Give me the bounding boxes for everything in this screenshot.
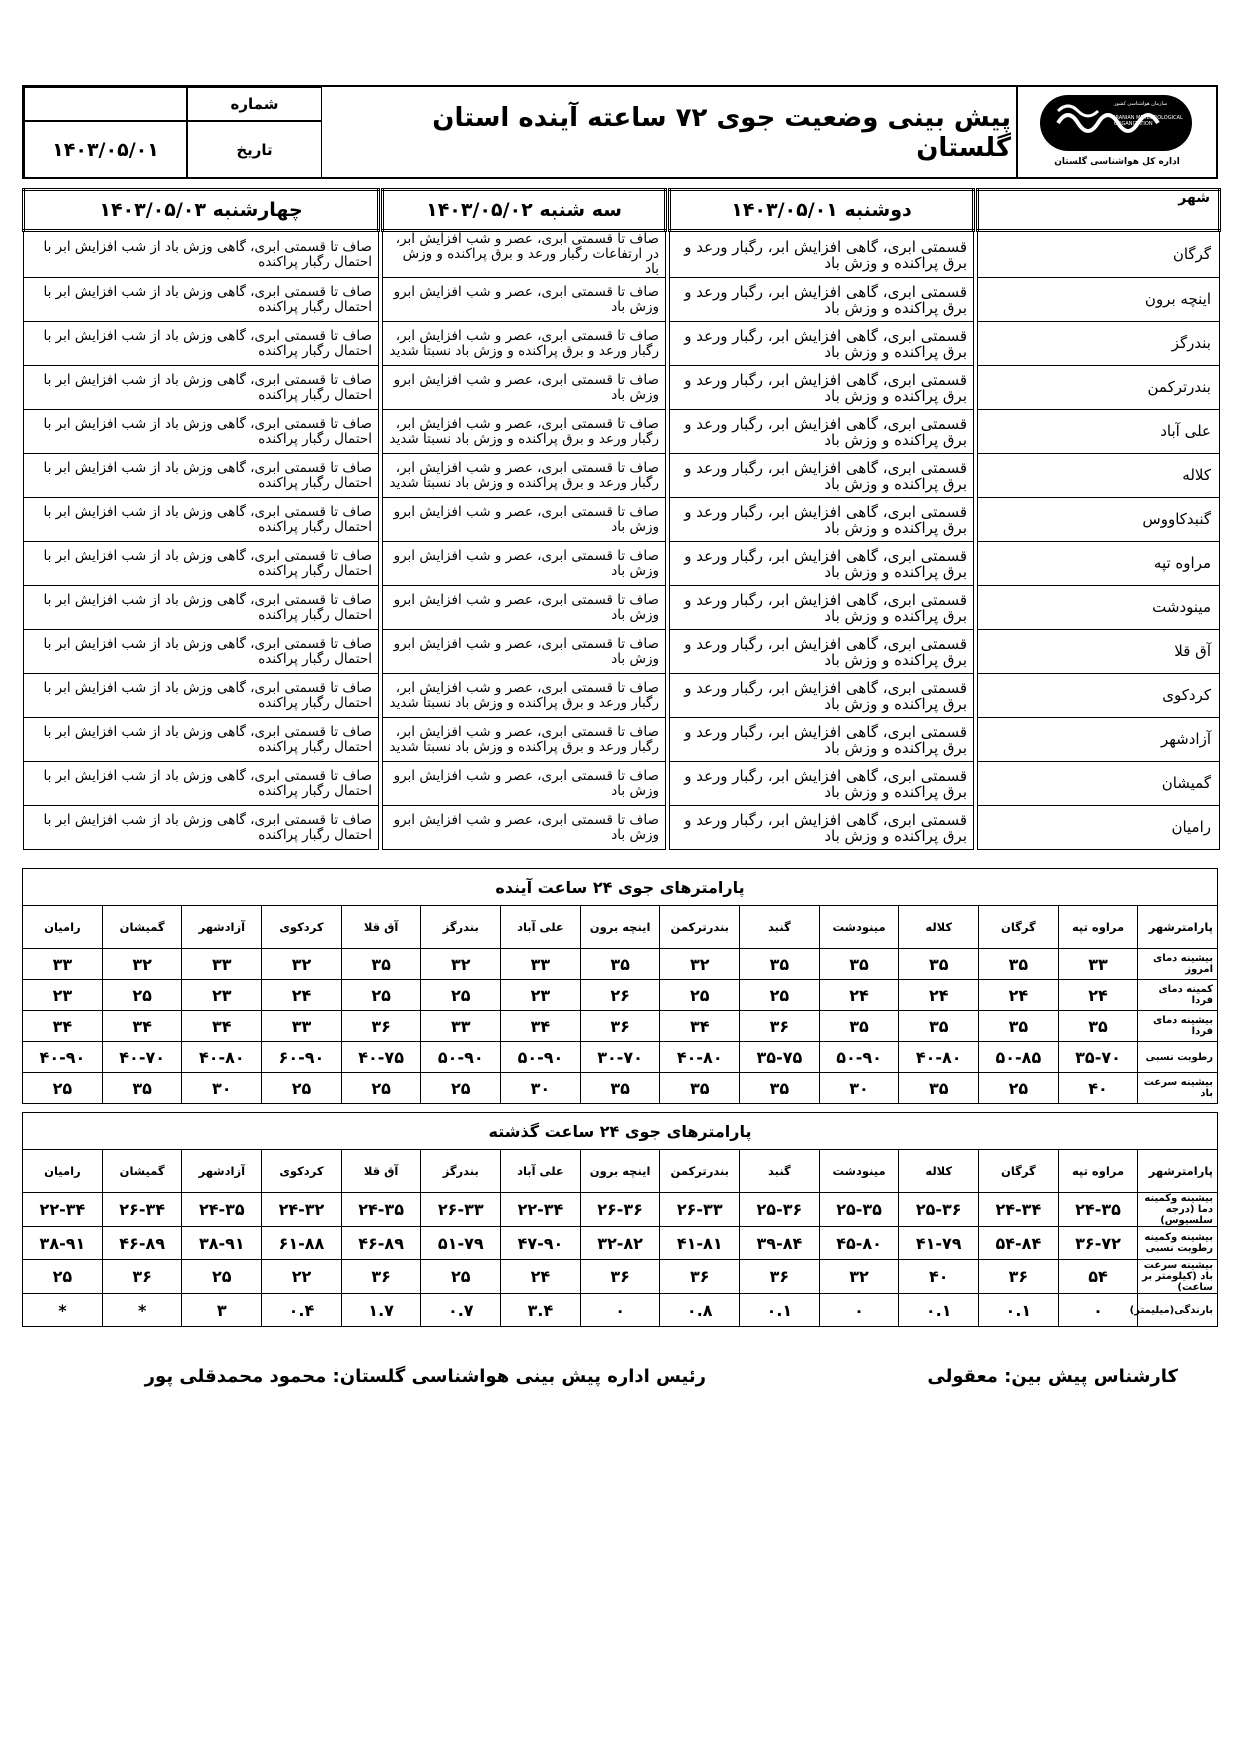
param-value: ۴۶-۸۹ xyxy=(102,1227,182,1260)
department-head-name: رئیس اداره پیش بینی هواشناسی گلستان: محمود محمدقلی پور xyxy=(144,1366,706,1387)
param-value: ۰ xyxy=(580,1294,660,1327)
param-value: ۳۵ xyxy=(979,1011,1059,1042)
forecast-row xyxy=(24,542,1220,586)
param-value: ۳۳ xyxy=(1058,949,1138,980)
forecast-day2-text: صاف تا قسمتی ابری، عصر و شب افزایش ابر، در ارتفاعات رگبار ورعد و برق پراکنده و وزش باد xyxy=(383,231,666,278)
param-value: ۲۶ xyxy=(580,980,660,1011)
city-column-header: گرگان xyxy=(979,906,1059,949)
param-value: ۲۴ xyxy=(819,980,899,1011)
forecast-day3-text: صاف تا قسمتی ابری، گاهی وزش باد از شب افزایش ابر با احتمال رگبار پراکنده xyxy=(24,630,379,674)
forecast-row xyxy=(24,674,1220,718)
param-value: ۳۳ xyxy=(182,949,262,980)
forecast-day3-text: صاف تا قسمتی ابری، گاهی وزش باد از شب افزایش ابر با احتمال رگبار پراکنده xyxy=(24,231,379,278)
city-column-header: گمیشان xyxy=(102,906,182,949)
param-value: ۰.۸ xyxy=(660,1294,740,1327)
forecast-row xyxy=(24,366,1220,410)
param-value: ۳۵ xyxy=(740,949,820,980)
param-value: ۲۵ xyxy=(979,1073,1059,1104)
param-value: * xyxy=(23,1294,103,1327)
city-column-header: بندرترکمن xyxy=(660,906,740,949)
param-value: ۴۷-۹۰ xyxy=(501,1227,581,1260)
logo-text-en: IRANIAN METEOROLOGICAL ORGANIZATION xyxy=(1114,115,1183,127)
param-value: ۳۵ xyxy=(1058,1011,1138,1042)
param-value: ۳۶ xyxy=(979,1260,1059,1294)
param-value: ۲۴ xyxy=(899,980,979,1011)
forecast-day3-text: صاف تا قسمتی ابری، گاهی وزش باد از شب افزایش ابر با احتمال رگبار پراکنده xyxy=(24,762,379,806)
param-label: بیشینه دمای امروز xyxy=(1138,949,1218,980)
param-value: ۳۰ xyxy=(819,1073,899,1104)
city-column-header: مراوه تپه xyxy=(1058,906,1138,949)
city-name: بندرگز xyxy=(978,322,1220,366)
forecast-row xyxy=(24,630,1220,674)
param-row xyxy=(23,1193,1218,1227)
param-value: ۲۵ xyxy=(262,1073,342,1104)
city-column-header: بندرگز xyxy=(421,1150,501,1193)
param-value: ۳۲ xyxy=(819,1260,899,1294)
param-value: ۲۵-۳۵ xyxy=(819,1193,899,1227)
param-value: ۰ xyxy=(1058,1294,1138,1327)
city-name: کردکوی xyxy=(978,674,1220,718)
param-label: بیشینه دمای فردا xyxy=(1138,1011,1218,1042)
city-name: علی آباد xyxy=(978,410,1220,454)
param-value: ۳۵ xyxy=(819,949,899,980)
param-value: ۲۵ xyxy=(421,1073,501,1104)
param-value: ۲۵-۳۶ xyxy=(740,1193,820,1227)
param-value: ۴۰-۸۰ xyxy=(182,1042,262,1073)
param-value: ۳۶-۷۲ xyxy=(1058,1227,1138,1260)
forecast-row xyxy=(24,718,1220,762)
param-value: ۲۲-۳۴ xyxy=(501,1193,581,1227)
param-value: ۲۳ xyxy=(501,980,581,1011)
param-value: ۳۶ xyxy=(740,1011,820,1042)
param-value: ۳۲ xyxy=(262,949,342,980)
param-value: ۲۴-۳۴ xyxy=(979,1193,1059,1227)
city-column-header: علی آباد xyxy=(501,1150,581,1193)
forecast-row xyxy=(24,410,1220,454)
forecast-day2-text: صاف تا قسمتی ابری، عصر و شب افزایش ابرو وزش باد xyxy=(383,366,666,410)
forecast-day2-text: صاف تا قسمتی ابری، عصر و شب افزایش ابر، رگبار ورعد و برق پراکنده و وزش باد نسبتا شدید xyxy=(383,674,666,718)
forecast-row xyxy=(24,806,1220,850)
forecast-row xyxy=(24,586,1220,630)
param-value: ۰.۴ xyxy=(262,1294,342,1327)
forecast-day3-text: صاف تا قسمتی ابری، گاهی وزش باد از شب افزایش ابر با احتمال رگبار پراکنده xyxy=(24,806,379,850)
param-value: ۲۵ xyxy=(182,1260,262,1294)
param-value: ۲۵ xyxy=(23,1260,103,1294)
forecast-day2-text: صاف تا قسمتی ابری، عصر و شب افزایش ابرو وزش باد xyxy=(383,586,666,630)
city-column-header: اینچه برون xyxy=(580,906,660,949)
city-column-header: آق قلا xyxy=(341,1150,421,1193)
param-value: ۰.۷ xyxy=(421,1294,501,1327)
logo-text-fa: سازمان هواشناسی کشور xyxy=(1114,101,1168,107)
city-column-header: آزادشهر xyxy=(182,1150,262,1193)
forecast-row xyxy=(24,762,1220,806)
forecast-day3-text: صاف تا قسمتی ابری، گاهی وزش باد از شب افزایش ابر با احتمال رگبار پراکنده xyxy=(24,278,379,322)
param-value: ۲۴ xyxy=(1058,980,1138,1011)
param-value: ۲۴-۳۵ xyxy=(341,1193,421,1227)
param-row xyxy=(23,1227,1218,1260)
param-value: ۳۴ xyxy=(102,1011,182,1042)
param-value: ۵۴ xyxy=(1058,1260,1138,1294)
param-value: ۳۸-۹۱ xyxy=(182,1227,262,1260)
param-value: ۳۶ xyxy=(580,1011,660,1042)
param-value: ۳۴ xyxy=(501,1011,581,1042)
param-value: ۳۵ xyxy=(899,1011,979,1042)
city-name: آق قلا xyxy=(978,630,1220,674)
forecast-day1-text: قسمتی ابری، گاهی افزایش ابر، رگبار ورعد و برق پراکنده و وزش باد xyxy=(670,674,974,718)
param-value: ۴۱-۷۹ xyxy=(899,1227,979,1260)
param-value: ۰ xyxy=(819,1294,899,1327)
forecast-row xyxy=(24,322,1220,366)
city-column-header: مینودشت xyxy=(819,1150,899,1193)
param-value: ۳۵ xyxy=(341,949,421,980)
city-column-header: بندرترکمن xyxy=(660,1150,740,1193)
param-value: ۳۵ xyxy=(740,1073,820,1104)
forecast-day2-text: صاف تا قسمتی ابری، عصر و شب افزایش ابر، رگبار ورعد و برق پراکنده و وزش باد نسبتا شدید xyxy=(383,454,666,498)
param-row xyxy=(23,980,1218,1011)
forecast-day1-text: قسمتی ابری، گاهی افزایش ابر، رگبار ورعد و برق پراکنده و وزش باد xyxy=(670,762,974,806)
next24-title: پارامترهای جوی ۲۴ ساعت آینده xyxy=(23,869,1218,906)
city-column-header: آق قلا xyxy=(341,906,421,949)
city-column-header: گمیشان xyxy=(102,1150,182,1193)
param-value: ۲۳ xyxy=(182,980,262,1011)
param-value: ۳۲-۸۲ xyxy=(580,1227,660,1260)
forecast-day3-text: صاف تا قسمتی ابری، گاهی وزش باد از شب افزایش ابر با احتمال رگبار پراکنده xyxy=(24,498,379,542)
param-label: بیشینه سرعت باد xyxy=(1138,1073,1218,1104)
param-value: ۰.۱ xyxy=(979,1294,1059,1327)
date-value: ۱۴۰۳/۰۵/۰۱ xyxy=(24,121,187,179)
param-row xyxy=(23,1294,1218,1327)
corner-header: پارامترشهر xyxy=(1138,1150,1218,1193)
city-name: بندرترکمن xyxy=(978,366,1220,410)
past24-rows xyxy=(23,1193,1218,1327)
param-value: ۴۰ xyxy=(899,1260,979,1294)
forecast-day2-text: صاف تا قسمتی ابری، عصر و شب افزایش ابرو وزش باد xyxy=(383,806,666,850)
param-row xyxy=(23,1042,1218,1073)
forecast-day1-text: قسمتی ابری، گاهی افزایش ابر، رگبار ورعد و برق پراکنده و وزش باد xyxy=(670,278,974,322)
forecast-table xyxy=(22,188,1221,850)
param-value: ۳۵-۷۵ xyxy=(740,1042,820,1073)
forecast-day1-text: قسمتی ابری، گاهی افزایش ابر، رگبار ورعد و برق پراکنده و وزش باد xyxy=(670,542,974,586)
param-label: رطوبت نسبی xyxy=(1138,1042,1218,1073)
param-value: ۳۵ xyxy=(102,1073,182,1104)
param-value: ۳۳ xyxy=(421,1011,501,1042)
city-header: شهر xyxy=(978,190,1220,231)
param-value: ۲۶-۳۳ xyxy=(660,1193,740,1227)
forecast-day1-text: قسمتی ابری، گاهی افزایش ابر، رگبار ورعد و برق پراکنده و وزش باد xyxy=(670,498,974,542)
forecast-day1-text: قسمتی ابری، گاهی افزایش ابر، رگبار ورعد و برق پراکنده و وزش باد xyxy=(670,718,974,762)
param-label: بارندگی(میلیمتر) xyxy=(1138,1294,1218,1327)
forecaster-name: کارشناس پیش بین: معقولی xyxy=(927,1366,1178,1387)
forecast-row xyxy=(24,498,1220,542)
forecast-day3-text: صاف تا قسمتی ابری، گاهی وزش باد از شب افزایش ابر با احتمال رگبار پراکنده xyxy=(24,586,379,630)
param-value: ۳۳ xyxy=(501,949,581,980)
forecast-day1-text: قسمتی ابری، گاهی افزایش ابر، رگبار ورعد و برق پراکنده و وزش باد xyxy=(670,231,974,278)
signature-footer xyxy=(22,1366,1218,1396)
day-header-3: چهارشنبه ۱۴۰۳/۰۵/۰۳ xyxy=(24,190,379,231)
forecast-day1-text: قسمتی ابری، گاهی افزایش ابر، رگبار ورعد و برق پراکنده و وزش باد xyxy=(670,806,974,850)
city-name: گرگان xyxy=(978,231,1220,278)
param-value: ۶۰-۹۰ xyxy=(262,1042,342,1073)
param-value: ۲۴ xyxy=(979,980,1059,1011)
param-label: بیشینه وکمینه دما (درجه سلسیوس) xyxy=(1138,1193,1218,1227)
next24-column-headers xyxy=(23,906,1218,949)
forecast-day1-text: قسمتی ابری، گاهی افزایش ابر، رگبار ورعد و برق پراکنده و وزش باد xyxy=(670,454,974,498)
number-value-cell xyxy=(24,87,187,121)
param-value: ۰.۱ xyxy=(899,1294,979,1327)
forecast-day3-text: صاف تا قسمتی ابری، گاهی وزش باد از شب افزایش ابر با احتمال رگبار پراکنده xyxy=(24,718,379,762)
param-value: ۲۲ xyxy=(262,1260,342,1294)
param-value: ۴۰-۹۰ xyxy=(23,1042,103,1073)
param-value: ۳۵ xyxy=(899,949,979,980)
forecast-day3-text: صاف تا قسمتی ابری، گاهی وزش باد از شب افزایش ابر با احتمال رگبار پراکنده xyxy=(24,410,379,454)
param-value: ۴۰-۸۰ xyxy=(899,1042,979,1073)
date-label: تاریخ xyxy=(187,121,322,179)
page-title: پیش بینی وضعیت جوی ۷۲ ساعته آینده استان گلستان xyxy=(432,103,1011,163)
next24-rows xyxy=(23,949,1218,1104)
city-column-header: گرگان xyxy=(979,1150,1059,1193)
city-name: مینودشت xyxy=(978,586,1220,630)
day-header-1: دوشنبه ۱۴۰۳/۰۵/۰۱ xyxy=(670,190,974,231)
param-label: بیشینه سرعت باد (کیلومتر بر ساعت) xyxy=(1138,1260,1218,1294)
param-value: ۳۵ xyxy=(580,949,660,980)
forecast-day2-text: صاف تا قسمتی ابری، عصر و شب افزایش ابرو وزش باد xyxy=(383,630,666,674)
param-value: ۶۱-۸۸ xyxy=(262,1227,342,1260)
param-value: ۲۶-۳۶ xyxy=(580,1193,660,1227)
param-value: ۴۰-۸۰ xyxy=(660,1042,740,1073)
param-value: ۳۳ xyxy=(262,1011,342,1042)
city-column-header: کردکوی xyxy=(262,906,342,949)
param-value: ۳۶ xyxy=(580,1260,660,1294)
param-value: ۳۶ xyxy=(341,1260,421,1294)
param-value: ۴۵-۸۰ xyxy=(819,1227,899,1260)
past24-table xyxy=(22,1112,1218,1327)
param-value: ۳۶ xyxy=(660,1260,740,1294)
forecast-day2-text: صاف تا قسمتی ابری، عصر و شب افزایش ابرو وزش باد xyxy=(383,278,666,322)
param-value: ۲۵ xyxy=(740,980,820,1011)
corner-header: پارامترشهر xyxy=(1138,906,1218,949)
param-value: ۳.۴ xyxy=(501,1294,581,1327)
forecast-day2-text: صاف تا قسمتی ابری، عصر و شب افزایش ابرو وزش باد xyxy=(383,542,666,586)
forecast-day3-text: صاف تا قسمتی ابری، گاهی وزش باد از شب افزایش ابر با احتمال رگبار پراکنده xyxy=(24,674,379,718)
city-column-header: گنبد xyxy=(740,1150,820,1193)
param-value: ۲۵ xyxy=(660,980,740,1011)
city-column-header: کردکوی xyxy=(262,1150,342,1193)
forecast-rows xyxy=(24,231,1220,850)
city-column-header: علی آباد xyxy=(501,906,581,949)
organization-logo xyxy=(1016,87,1216,179)
param-value: ۳۵ xyxy=(660,1073,740,1104)
param-label: بیشینه وکمینه رطوبت نسبی xyxy=(1138,1227,1218,1260)
param-value: ۲۴ xyxy=(501,1260,581,1294)
param-value: ۳۸-۹۱ xyxy=(23,1227,103,1260)
forecast-day1-text: قسمتی ابری، گاهی افزایش ابر، رگبار ورعد و برق پراکنده و وزش باد xyxy=(670,410,974,454)
param-value: ۲۶-۳۳ xyxy=(421,1193,501,1227)
param-value: ۴۰ xyxy=(1058,1073,1138,1104)
city-column-header: مراوه تپه xyxy=(1058,1150,1138,1193)
logo-caption: اداره کل هواشناسی گلستان xyxy=(1054,157,1180,167)
number-label: شماره xyxy=(187,87,322,121)
param-value: ۲۳ xyxy=(23,980,103,1011)
city-column-header: اینچه برون xyxy=(580,1150,660,1193)
param-value: ۲۲-۳۴ xyxy=(23,1193,103,1227)
past24-title: پارامترهای جوی ۲۴ ساعت گذشته xyxy=(23,1113,1218,1150)
city-column-header: مینودشت xyxy=(819,906,899,949)
forecast-day3-text: صاف تا قسمتی ابری، گاهی وزش باد از شب افزایش ابر با احتمال رگبار پراکنده xyxy=(24,366,379,410)
param-row xyxy=(23,1011,1218,1042)
param-value: ۳۶ xyxy=(740,1260,820,1294)
param-value: ۲۵ xyxy=(102,980,182,1011)
param-value: * xyxy=(102,1294,182,1327)
param-value: ۲۵ xyxy=(421,1260,501,1294)
param-value: ۳۲ xyxy=(421,949,501,980)
param-value: ۴۰-۷۰ xyxy=(102,1042,182,1073)
city-name: گمیشان xyxy=(978,762,1220,806)
forecast-day2-text: صاف تا قسمتی ابری، عصر و شب افزایش ابر، رگبار ورعد و برق پراکنده و وزش باد نسبتا شدید xyxy=(383,718,666,762)
param-value: ۰.۱ xyxy=(740,1294,820,1327)
param-value: ۳۰-۷۰ xyxy=(580,1042,660,1073)
city-name: آزادشهر xyxy=(978,718,1220,762)
param-value: ۲۴-۳۵ xyxy=(1058,1193,1138,1227)
param-value: ۵۱-۷۹ xyxy=(421,1227,501,1260)
param-value: ۳۰ xyxy=(501,1073,581,1104)
param-value: ۳ xyxy=(182,1294,262,1327)
param-value: ۳۰ xyxy=(182,1073,262,1104)
city-column-header: آزادشهر xyxy=(182,906,262,949)
param-value: ۳۶ xyxy=(341,1011,421,1042)
param-value: ۳۵ xyxy=(979,949,1059,980)
param-value: ۳۹-۸۴ xyxy=(740,1227,820,1260)
past24-column-headers xyxy=(23,1150,1218,1193)
city-column-header: رامیان xyxy=(23,906,103,949)
param-value: ۳۲ xyxy=(660,949,740,980)
param-value: ۲۴ xyxy=(262,980,342,1011)
param-value: ۴۶-۸۹ xyxy=(341,1227,421,1260)
param-value: ۲۴-۳۲ xyxy=(262,1193,342,1227)
forecast-row xyxy=(24,278,1220,322)
param-value: ۱.۷ xyxy=(341,1294,421,1327)
param-value: ۵۰-۹۰ xyxy=(819,1042,899,1073)
city-name: رامیان xyxy=(978,806,1220,850)
forecast-day2-text: صاف تا قسمتی ابری، عصر و شب افزایش ابر، رگبار ورعد و برق پراکنده و وزش باد نسبتا شدید xyxy=(383,410,666,454)
report-header xyxy=(22,85,1218,179)
param-value: ۴۱-۸۱ xyxy=(660,1227,740,1260)
param-value: ۳۴ xyxy=(660,1011,740,1042)
param-value: ۳۵ xyxy=(899,1073,979,1104)
param-value: ۵۰-۹۰ xyxy=(501,1042,581,1073)
param-row xyxy=(23,1260,1218,1294)
param-value: ۲۶-۳۴ xyxy=(102,1193,182,1227)
city-column-header: کلاله xyxy=(899,906,979,949)
forecast-row xyxy=(24,454,1220,498)
forecast-day1-text: قسمتی ابری، گاهی افزایش ابر، رگبار ورعد و برق پراکنده و وزش باد xyxy=(670,586,974,630)
param-value: ۲۵ xyxy=(23,1073,103,1104)
param-value: ۳۴ xyxy=(23,1011,103,1042)
forecast-day1-text: قسمتی ابری، گاهی افزایش ابر، رگبار ورعد و برق پراکنده و وزش باد xyxy=(670,322,974,366)
forecast-day2-text: صاف تا قسمتی ابری، عصر و شب افزایش ابرو وزش باد xyxy=(383,498,666,542)
param-label: کمینه دمای فردا xyxy=(1138,980,1218,1011)
param-value: ۲۵ xyxy=(421,980,501,1011)
city-name: اینچه برون xyxy=(978,278,1220,322)
forecast-day3-text: صاف تا قسمتی ابری، گاهی وزش باد از شب افزایش ابر با احتمال رگبار پراکنده xyxy=(24,542,379,586)
param-value: ۵۰-۸۵ xyxy=(979,1042,1059,1073)
param-value: ۳۵ xyxy=(819,1011,899,1042)
city-column-header: رامیان xyxy=(23,1150,103,1193)
param-value: ۵۴-۸۴ xyxy=(979,1227,1059,1260)
city-column-header: بندرگز xyxy=(421,906,501,949)
forecast-day1-text: قسمتی ابری، گاهی افزایش ابر، رگبار ورعد و برق پراکنده و وزش باد xyxy=(670,630,974,674)
param-value: ۴۰-۷۵ xyxy=(341,1042,421,1073)
param-value: ۲۵-۳۶ xyxy=(899,1193,979,1227)
param-value: ۳۶ xyxy=(102,1260,182,1294)
param-value: ۳۵-۷۰ xyxy=(1058,1042,1138,1073)
param-row xyxy=(23,949,1218,980)
city-name: مراوه تپه xyxy=(978,542,1220,586)
forecast-day3-text: صاف تا قسمتی ابری، گاهی وزش باد از شب افزایش ابر با احتمال رگبار پراکنده xyxy=(24,454,379,498)
forecast-row xyxy=(24,231,1220,278)
param-value: ۲۵ xyxy=(341,1073,421,1104)
city-name: کلاله xyxy=(978,454,1220,498)
forecast-day2-text: صاف تا قسمتی ابری، عصر و شب افزایش ابر، رگبار ورعد و برق پراکنده و وزش باد نسبتا شدید xyxy=(383,322,666,366)
param-value: ۲۵ xyxy=(341,980,421,1011)
city-column-header: کلاله xyxy=(899,1150,979,1193)
forecast-day3-text: صاف تا قسمتی ابری، گاهی وزش باد از شب افزایش ابر با احتمال رگبار پراکنده xyxy=(24,322,379,366)
param-row xyxy=(23,1073,1218,1104)
next24-table xyxy=(22,868,1218,1104)
forecast-day1-text: قسمتی ابری، گاهی افزایش ابر، رگبار ورعد و برق پراکنده و وزش باد xyxy=(670,366,974,410)
param-value: ۳۳ xyxy=(23,949,103,980)
param-value: ۳۲ xyxy=(102,949,182,980)
param-value: ۵۰-۹۰ xyxy=(421,1042,501,1073)
param-value: ۳۴ xyxy=(182,1011,262,1042)
day-header-2: سه شنبه ۱۴۰۳/۰۵/۰۲ xyxy=(383,190,666,231)
forecast-day2-text: صاف تا قسمتی ابری، عصر و شب افزایش ابرو وزش باد xyxy=(383,762,666,806)
city-column-header: گنبد xyxy=(740,906,820,949)
param-value: ۳۵ xyxy=(580,1073,660,1104)
city-name: گنبدکاووس xyxy=(978,498,1220,542)
param-value: ۲۴-۳۵ xyxy=(182,1193,262,1227)
